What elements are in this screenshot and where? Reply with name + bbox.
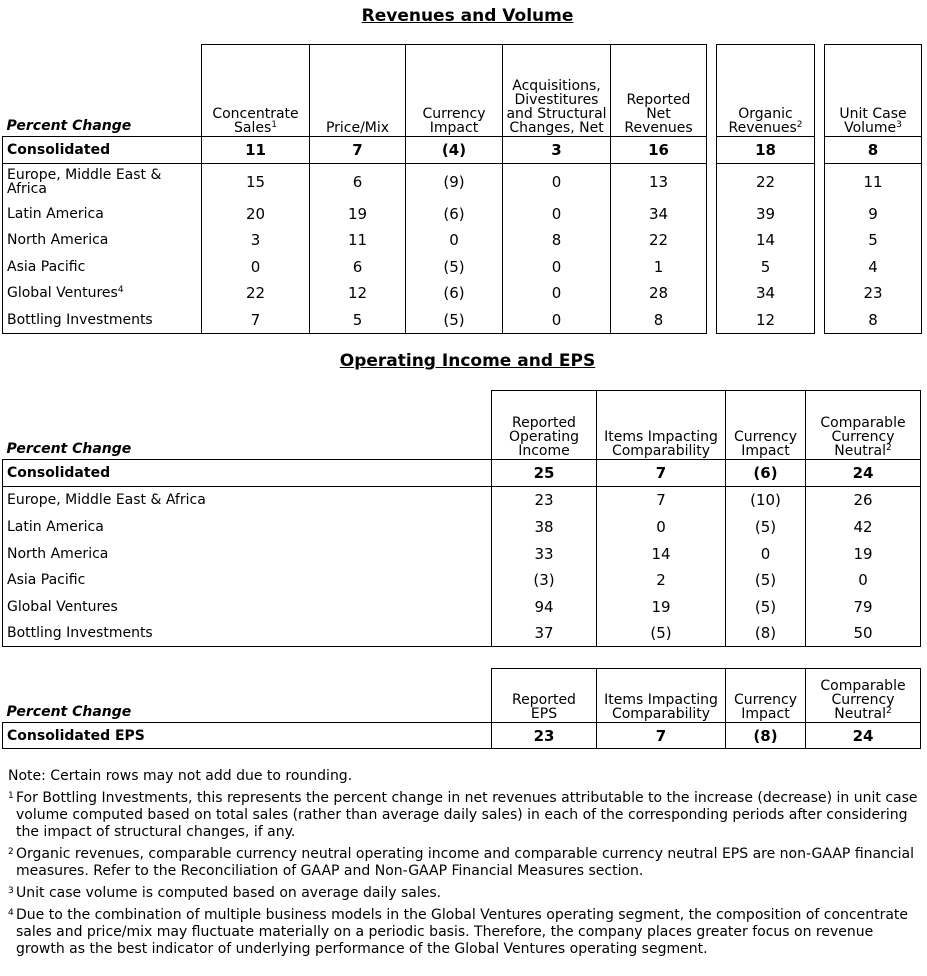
rounding-note: Note: Certain rows may not add due to rounding. [8,768,353,784]
header-reported-eps: Reported EPS [492,669,597,723]
table-row-consolidated: Consolidated 25 7 (6) 24 [3,460,921,487]
header-currency-impact: Currency Impact [406,45,503,137]
table-row: North America 33 14 0 19 [3,540,921,567]
table-row: Asia Pacific 0 6 (5) 0 1 5 4 [3,254,922,281]
table-row: Latin America 20 19 (6) 0 34 39 9 [3,201,922,228]
header-comparable-currency-neutral: Comparable Currency Neutral$^2$ [806,669,921,723]
percent-change-label: Percent Change [6,441,132,457]
header-concentrate-sales: Concentrate Sales$^1$ [202,45,310,137]
header-organic-revenues: Organic Revenues$^2$ [717,45,815,137]
percent-change-label: Percent Change [6,704,132,720]
table-row-consolidated-eps: Consolidated EPS 23 7 (8) 24 [3,723,921,749]
operating-income-table [2,390,921,647]
footnote-4: 4 Due to the combination of multiple business models in the Global Ventures operating segment, the composition of concentrate sales and price/mix may fluctuate materially on a periodic basis. Therefore, the company places greater focus on revenue growth as the best indicator of underlying performance of the Global Ventures operating segment. [8,907,909,957]
header-items-impacting-comparability: Items Impacting Comparability [597,391,726,460]
footnotes [8,768,925,958]
header-reported-net-revenues: Reported Net Revenues [611,45,707,137]
operating-income-eps-title: Operating Income and EPS [339,351,596,371]
header-acquisitions-divestitures: Acquisitions, Divestitures and Structural Changes, Net [503,45,611,137]
header-price-mix: Price/Mix [310,45,406,137]
revenues-volume-title: Revenues and Volume [361,6,574,26]
table-row: Latin America 38 0 (5) 42 [3,514,921,541]
table-row: Global Ventures 94 19 (5) 79 [3,594,921,621]
table-row: North America 3 11 0 8 22 14 5 [3,227,922,254]
revenues-volume-table [2,44,922,334]
table-row: Bottling Investments 7 5 (5) 0 8 12 8 [3,307,922,334]
header-unit-case-volume: Unit Case Volume$^3$ [825,45,922,137]
percent-change-label: Percent Change [6,118,132,134]
header-reported-operating-income: Reported Operating Income [492,391,597,460]
table-row: Asia Pacific (3) 2 (5) 0 [3,567,921,594]
eps-table [2,668,921,749]
footnote-3: 3 Unit case volume is computed based on average daily sales. [8,885,442,901]
table-row: Europe, Middle East & Africa 15 6 (9) 0 13 22 11 [3,164,922,201]
header-comparable-currency-neutral: Comparable Currency Neutral$^2$ [806,391,921,460]
footnote-2: 2 Organic revenues, comparable currency neutral operating income and comparable currency neutral EPS are non-GAAP financial measures. Refer to the Reconciliation of GAAP and Non-GAAP Financial Measures section. [8,846,915,879]
header-currency-impact: Currency Impact [726,391,806,460]
table-row: Global Ventures$^4$ 22 12 (6) 0 28 34 23 [3,280,922,307]
footnote-1: 1 For Bottling Investments, this represents the percent change in net revenues attributable to the increase (decrease) in unit case volume computed based on total sales (rather than average daily sales) in each of the corresponding periods after considering the impact of structural changes, if any. [8,790,918,840]
header-currency-impact: Currency Impact [726,669,806,723]
table-row: Europe, Middle East & Africa 23 7 (10) 26 [3,487,921,514]
table-row: Bottling Investments 37 (5) (8) 50 [3,620,921,647]
table-row-consolidated: Consolidated 11 7 (4) 3 16 18 8 [3,137,922,164]
header-items-impacting-comparability: Items Impacting Comparability [597,669,726,723]
